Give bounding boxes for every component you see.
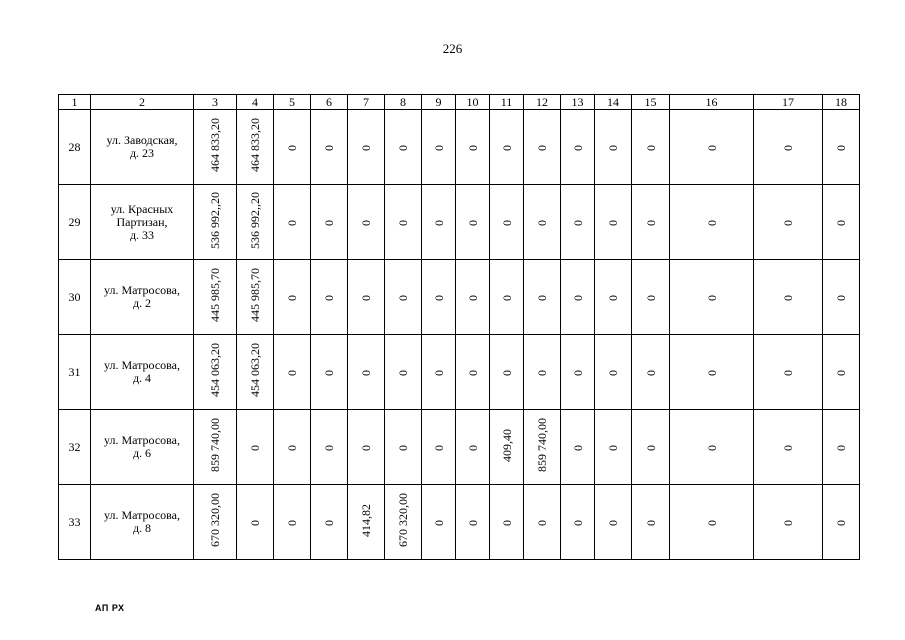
value-cell: [422, 110, 456, 185]
value-cell: [823, 260, 860, 335]
cell-value: 670 320,00: [208, 493, 222, 547]
cell-value: 0: [465, 219, 480, 226]
column-header: 15: [632, 95, 670, 110]
value-cell: [490, 335, 524, 410]
value-cell: [595, 110, 632, 185]
value-cell: [595, 485, 632, 560]
cell-value: 536 992,,20: [248, 191, 262, 249]
data-table: [58, 94, 860, 560]
value-cell: [311, 410, 348, 485]
value-cell: [274, 485, 311, 560]
value-cell: [823, 110, 860, 185]
header-row: [59, 95, 860, 110]
footer-stamp: АП РХ: [95, 603, 125, 613]
value-cell: [595, 410, 632, 485]
cell-value: 0: [781, 369, 795, 376]
value-cell: [311, 335, 348, 410]
value-cell: [561, 410, 595, 485]
value-cell: [385, 185, 422, 260]
address-cell: ул. Матросова, д. 6: [91, 410, 194, 485]
value-cell: [348, 485, 385, 560]
cell-value: 0: [781, 144, 795, 151]
cell-value: 0: [322, 219, 336, 226]
cell-value: 0: [285, 519, 299, 526]
table-row: [59, 260, 860, 335]
value-cell: [754, 110, 823, 185]
value-cell: [670, 335, 754, 410]
cell-value: 0: [285, 219, 299, 226]
value-cell: [194, 110, 237, 185]
cell-value: 0: [643, 294, 658, 301]
address-cell: ул. Матросова, д. 4: [91, 335, 194, 410]
address-cell: ул. Матросова, д. 8: [91, 485, 194, 560]
value-cell: [490, 410, 524, 485]
cell-value: 0: [285, 294, 299, 301]
cell-value: 0: [570, 444, 585, 451]
cell-value: 0: [704, 294, 719, 301]
value-cell: [561, 335, 595, 410]
cell-value: 0: [570, 519, 585, 526]
cell-value: 0: [570, 369, 585, 376]
column-header: 9: [422, 95, 456, 110]
value-cell: [194, 485, 237, 560]
value-cell: [595, 335, 632, 410]
cell-value: 0: [834, 519, 848, 526]
column-header: 2: [91, 95, 194, 110]
value-cell: [561, 260, 595, 335]
value-cell: [348, 410, 385, 485]
column-header: 10: [456, 95, 490, 110]
cell-value: 0: [396, 444, 410, 451]
value-cell: [595, 260, 632, 335]
value-cell: [632, 335, 670, 410]
cell-value: 0: [704, 519, 719, 526]
cell-value: 859 740,00: [208, 418, 222, 472]
page-number: 226: [442, 41, 463, 56]
column-header: 4: [237, 95, 274, 110]
column-header: 1: [59, 95, 91, 110]
cell-value: 0: [248, 519, 262, 526]
row-number-cell: 33: [59, 485, 91, 560]
value-cell: [422, 335, 456, 410]
value-cell: [311, 485, 348, 560]
value-cell: [237, 335, 274, 410]
column-header: 18: [823, 95, 860, 110]
value-cell: [670, 110, 754, 185]
value-cell: [524, 410, 561, 485]
value-cell: [422, 410, 456, 485]
table-row: [59, 335, 860, 410]
cell-value: 0: [499, 144, 514, 151]
value-cell: [524, 260, 561, 335]
cell-value: 0: [359, 369, 373, 376]
cell-value: 0: [834, 369, 848, 376]
value-cell: [348, 110, 385, 185]
cell-value: 0: [431, 519, 446, 526]
cell-value: 445 985,70: [208, 268, 222, 322]
cell-value: 0: [781, 294, 795, 301]
column-header: 11: [490, 95, 524, 110]
value-cell: [670, 260, 754, 335]
value-cell: [632, 260, 670, 335]
cell-value: 0: [359, 444, 373, 451]
cell-value: 0: [535, 519, 549, 526]
value-cell: [311, 185, 348, 260]
cell-value: 0: [570, 219, 585, 226]
table-row: [59, 185, 860, 260]
value-cell: [490, 260, 524, 335]
cell-value: 0: [606, 219, 620, 226]
cell-value: 0: [834, 144, 848, 151]
row-number-cell: 28: [59, 110, 91, 185]
value-cell: [274, 260, 311, 335]
cell-value: 0: [322, 144, 336, 151]
value-cell: [422, 485, 456, 560]
cell-value: 0: [322, 444, 336, 451]
column-header: 14: [595, 95, 632, 110]
value-cell: [274, 110, 311, 185]
cell-value: 0: [396, 219, 410, 226]
cell-value: 0: [499, 294, 514, 301]
cell-value: 0: [606, 369, 620, 376]
cell-value: 0: [535, 369, 549, 376]
cell-value: 0: [285, 444, 299, 451]
cell-value: 414,82: [359, 503, 373, 537]
address-cell: ул. Красных Партизан, д. 33: [91, 185, 194, 260]
cell-value: 0: [570, 294, 585, 301]
cell-value: 0: [431, 294, 446, 301]
value-cell: [754, 410, 823, 485]
row-number-cell: 30: [59, 260, 91, 335]
value-cell: [823, 185, 860, 260]
table-row: [59, 485, 860, 560]
value-cell: [456, 335, 490, 410]
value-cell: [632, 110, 670, 185]
cell-value: 0: [359, 219, 373, 226]
cell-value: 0: [499, 219, 514, 226]
value-cell: [385, 335, 422, 410]
cell-value: 0: [322, 369, 336, 376]
value-cell: [385, 260, 422, 335]
value-cell: [670, 485, 754, 560]
value-cell: [194, 260, 237, 335]
column-header: 6: [311, 95, 348, 110]
value-cell: [194, 335, 237, 410]
cell-value: 0: [643, 369, 658, 376]
cell-value: 0: [465, 369, 480, 376]
value-cell: [823, 410, 860, 485]
cell-value: 0: [431, 219, 446, 226]
value-cell: [422, 260, 456, 335]
value-cell: [524, 110, 561, 185]
cell-value: 464 833,20: [208, 118, 222, 172]
cell-value: 536 992,,20: [208, 191, 222, 249]
value-cell: [194, 410, 237, 485]
column-header: 17: [754, 95, 823, 110]
value-cell: [823, 485, 860, 560]
cell-value: 0: [704, 144, 719, 151]
cell-value: 0: [643, 219, 658, 226]
cell-value: 0: [781, 219, 795, 226]
cell-value: 0: [535, 219, 549, 226]
cell-value: 0: [606, 444, 620, 451]
cell-value: 670 320,00: [396, 493, 410, 547]
value-cell: [670, 185, 754, 260]
cell-value: 0: [465, 294, 480, 301]
cell-value: 0: [322, 519, 336, 526]
value-cell: [561, 485, 595, 560]
cell-value: 409,40: [499, 428, 514, 462]
cell-value: 464 833,20: [248, 118, 262, 172]
cell-value: 0: [570, 144, 585, 151]
cell-value: 0: [704, 444, 719, 451]
value-cell: [754, 485, 823, 560]
value-cell: [385, 410, 422, 485]
row-number-cell: 31: [59, 335, 91, 410]
cell-value: 0: [465, 519, 480, 526]
cell-value: 0: [431, 144, 446, 151]
cell-value: 0: [606, 519, 620, 526]
value-cell: [385, 485, 422, 560]
table-row: [59, 110, 860, 185]
value-cell: [524, 485, 561, 560]
value-cell: [194, 185, 237, 260]
cell-value: 0: [431, 369, 446, 376]
column-header: 16: [670, 95, 754, 110]
column-header: 12: [524, 95, 561, 110]
value-cell: [311, 110, 348, 185]
value-cell: [456, 260, 490, 335]
cell-value: 445 985,70: [248, 268, 262, 322]
value-cell: [237, 410, 274, 485]
value-cell: [274, 410, 311, 485]
value-cell: [632, 410, 670, 485]
value-cell: [524, 185, 561, 260]
value-cell: [456, 485, 490, 560]
value-cell: [490, 185, 524, 260]
column-header: 7: [348, 95, 385, 110]
cell-value: 0: [396, 369, 410, 376]
cell-value: 0: [781, 519, 795, 526]
value-cell: [823, 335, 860, 410]
table-row: [59, 410, 860, 485]
value-cell: [490, 485, 524, 560]
value-cell: [595, 185, 632, 260]
value-cell: [237, 260, 274, 335]
cell-value: 0: [781, 444, 795, 451]
column-header: 8: [385, 95, 422, 110]
value-cell: [754, 335, 823, 410]
value-cell: [456, 185, 490, 260]
cell-value: 0: [396, 294, 410, 301]
value-cell: [237, 110, 274, 185]
cell-value: 0: [499, 519, 514, 526]
value-cell: [274, 335, 311, 410]
address-cell: ул. Заводская, д. 23: [91, 110, 194, 185]
value-cell: [670, 410, 754, 485]
cell-value: 0: [248, 444, 262, 451]
value-cell: [274, 185, 311, 260]
cell-value: 0: [465, 444, 480, 451]
value-cell: [311, 260, 348, 335]
value-cell: [456, 410, 490, 485]
cell-value: 0: [465, 144, 480, 151]
value-cell: [385, 110, 422, 185]
cell-value: 0: [643, 519, 658, 526]
value-cell: [754, 260, 823, 335]
value-cell: [632, 485, 670, 560]
value-cell: [490, 110, 524, 185]
cell-value: 0: [834, 444, 848, 451]
cell-value: 0: [834, 294, 848, 301]
cell-value: 0: [704, 369, 719, 376]
cell-value: 0: [396, 144, 410, 151]
cell-value: 0: [535, 144, 549, 151]
value-cell: [348, 335, 385, 410]
column-header: 13: [561, 95, 595, 110]
column-header: 5: [274, 95, 311, 110]
value-cell: [422, 185, 456, 260]
value-cell: [561, 110, 595, 185]
cell-value: 0: [359, 144, 373, 151]
cell-value: 0: [322, 294, 336, 301]
cell-value: 0: [535, 294, 549, 301]
cell-value: 454 063,20: [208, 343, 222, 397]
value-cell: [348, 260, 385, 335]
address-cell: ул. Матросова, д. 2: [91, 260, 194, 335]
cell-value: 0: [606, 294, 620, 301]
value-cell: [456, 110, 490, 185]
value-cell: [524, 335, 561, 410]
cell-value: 0: [499, 369, 514, 376]
cell-value: 0: [359, 294, 373, 301]
cell-value: 859 740,00: [535, 418, 549, 472]
row-number-cell: 29: [59, 185, 91, 260]
value-cell: [348, 185, 385, 260]
value-cell: [237, 185, 274, 260]
cell-value: 0: [285, 369, 299, 376]
cell-value: 454 063,20: [248, 343, 262, 397]
cell-value: 0: [606, 144, 620, 151]
cell-value: 0: [834, 219, 848, 226]
cell-value: 0: [704, 219, 719, 226]
cell-value: 0: [643, 144, 658, 151]
column-header: 3: [194, 95, 237, 110]
cell-value: 0: [431, 444, 446, 451]
value-cell: [632, 185, 670, 260]
value-cell: [561, 185, 595, 260]
value-cell: [754, 185, 823, 260]
row-number-cell: 32: [59, 410, 91, 485]
cell-value: 0: [643, 444, 658, 451]
cell-value: 0: [285, 144, 299, 151]
value-cell: [237, 485, 274, 560]
